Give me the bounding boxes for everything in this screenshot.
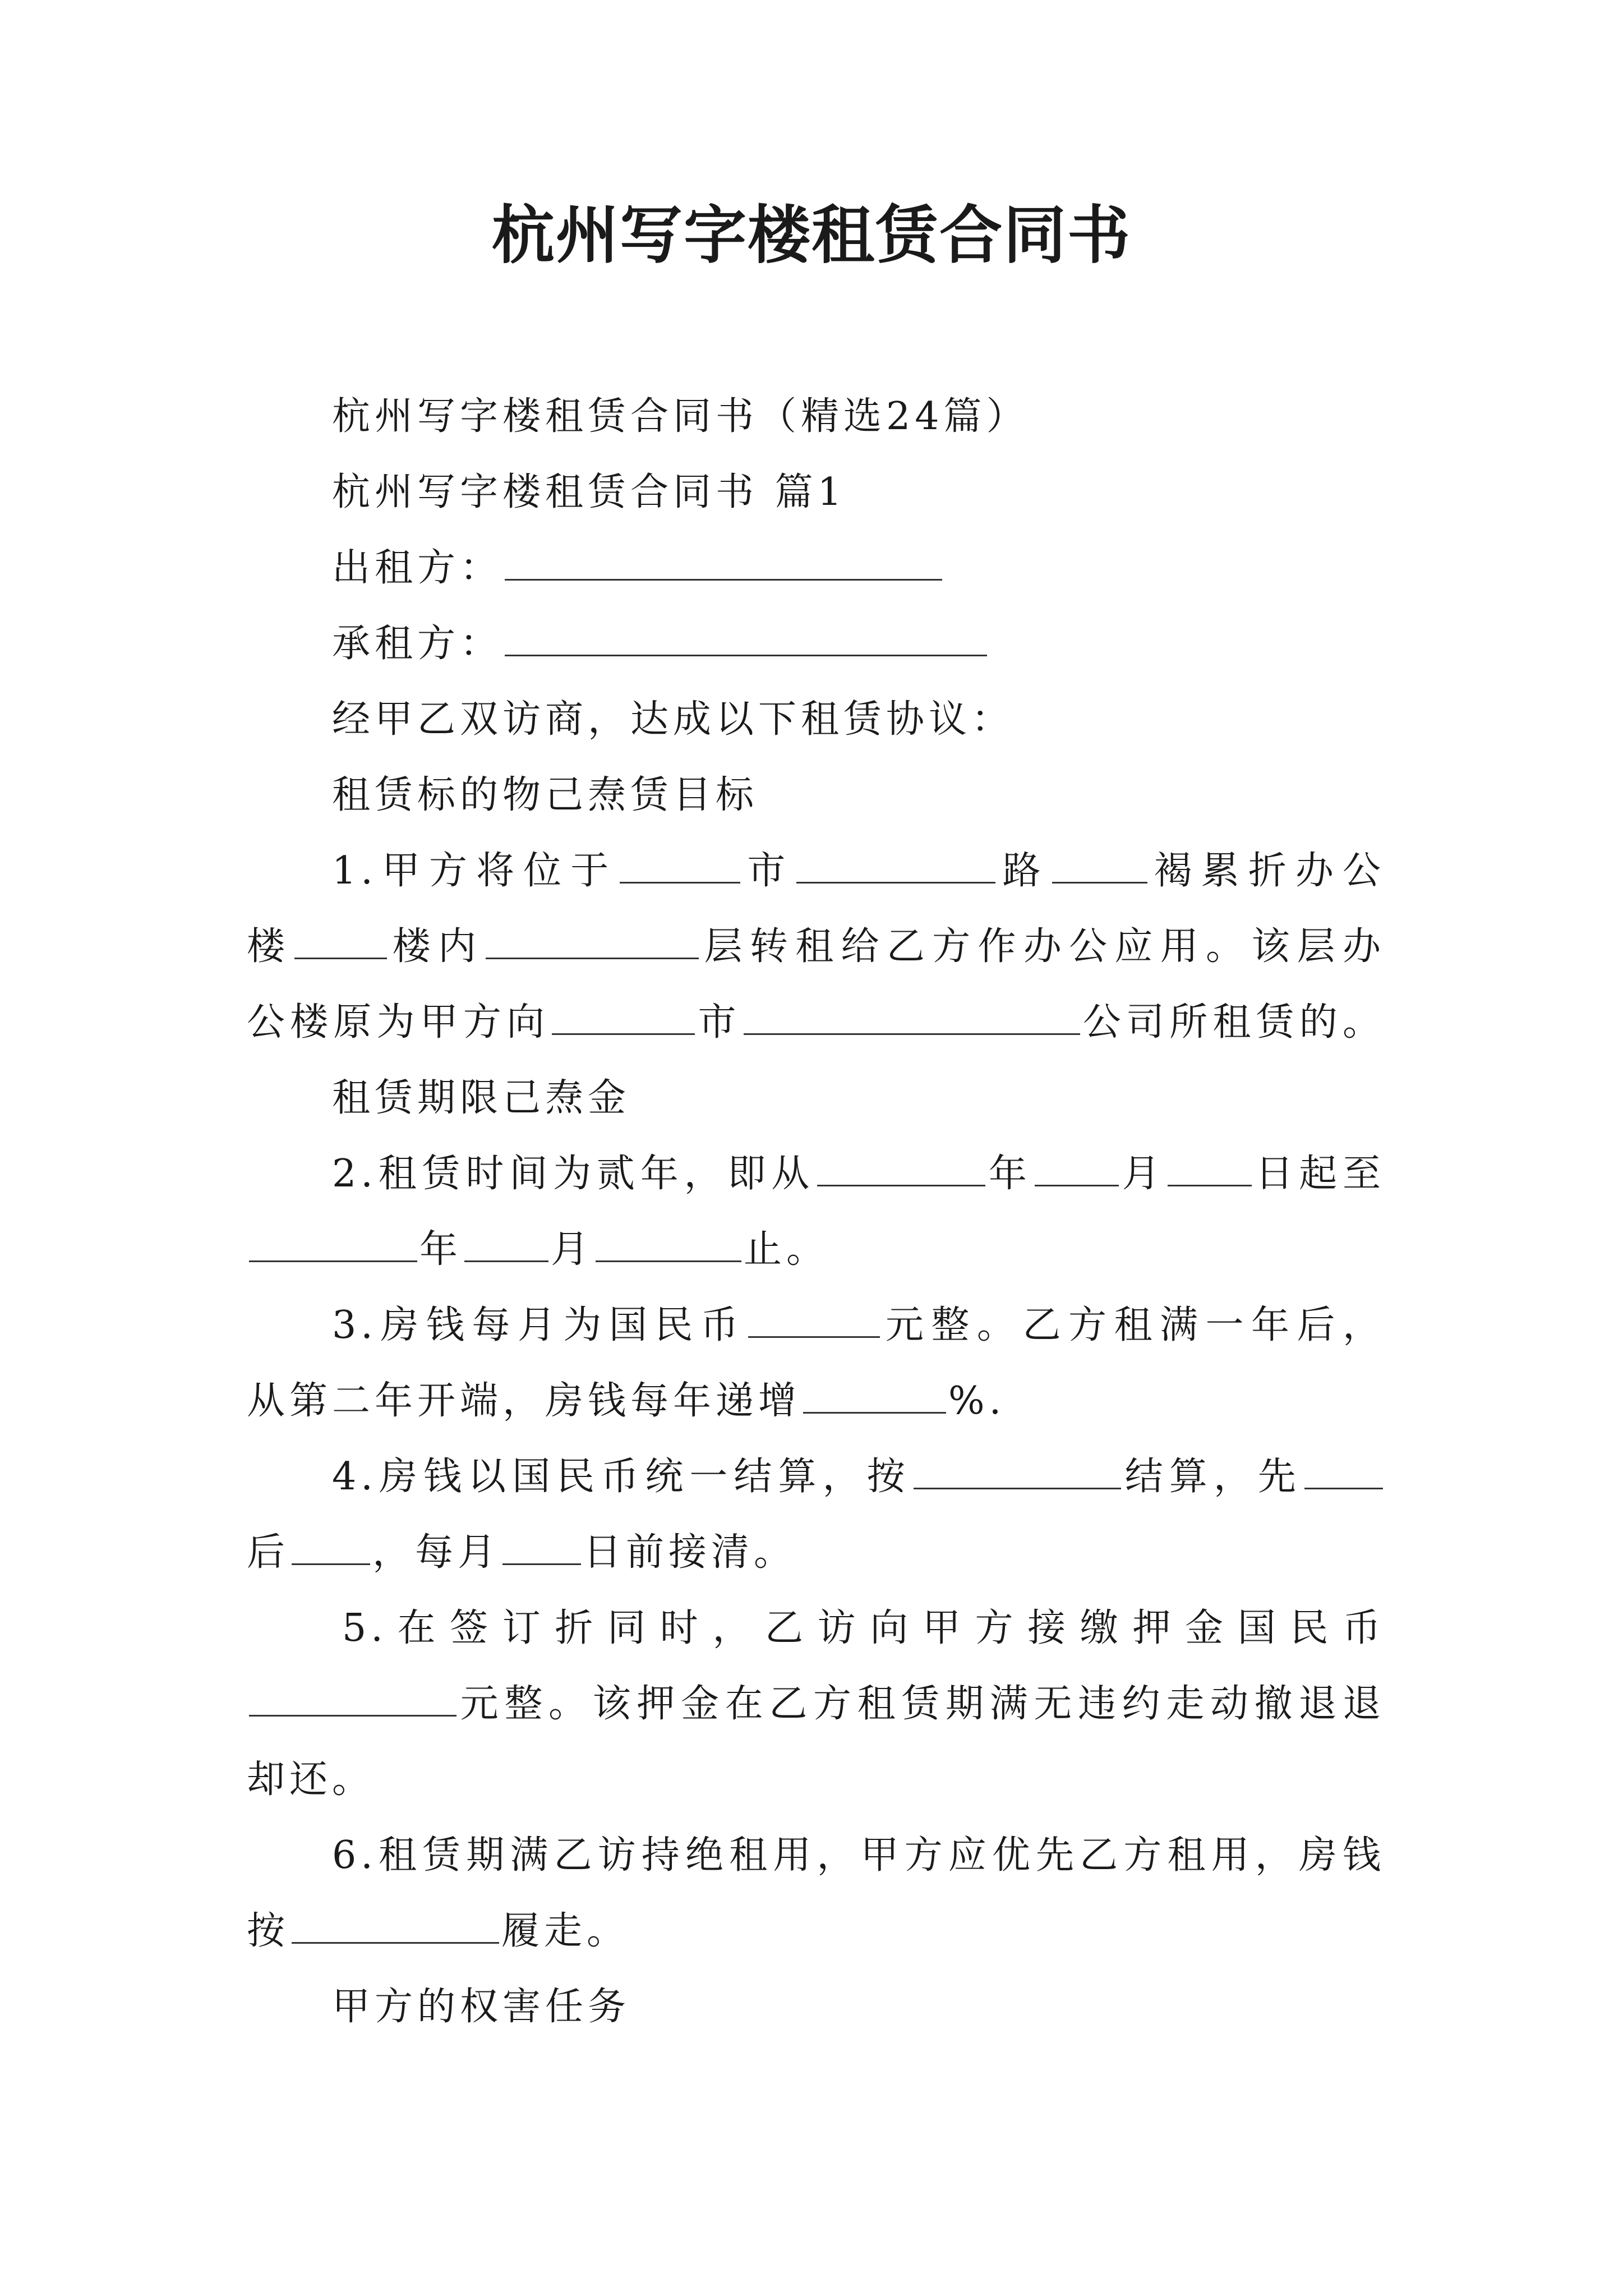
- end-day-blank[interactable]: [596, 1227, 741, 1262]
- first-pay-blank[interactable]: [1304, 1454, 1383, 1489]
- clause-1-text-d: 褐累折办公: [1149, 849, 1385, 893]
- lessor-blank[interactable]: [505, 545, 942, 581]
- clause-2-text-b: 年: [988, 1152, 1032, 1196]
- clause-1-text-i: 市: [697, 1000, 741, 1045]
- clause-1-text-j: 公司所租赁的。: [1082, 1000, 1385, 1045]
- clause-6-text-a: 6.租赁期满乙访持绝租用，甲方应优先乙方租用，房钱: [332, 1833, 1385, 1878]
- subtitle: 杭州写字楼租赁合同书（精选24篇）: [332, 394, 1029, 439]
- section-heading: 杭州写字楼租赁合同书 篇1: [332, 470, 846, 514]
- start-month-blank[interactable]: [1035, 1151, 1119, 1186]
- end-month-blank[interactable]: [464, 1227, 548, 1262]
- clause-4-text-b: 结算，先: [1123, 1455, 1302, 1499]
- clause-2-line-1: [247, 1136, 1385, 1212]
- party-a-rights-heading: 甲方的权害任务: [332, 1985, 631, 2029]
- term-heading-line: [247, 1060, 1385, 1136]
- clause-5-line-1: [247, 1590, 1385, 1666]
- clause-6-text-b: 按: [247, 1909, 290, 1953]
- clause-4-line-2: [247, 1515, 1385, 1590]
- start-year-blank[interactable]: [817, 1151, 985, 1186]
- clause-3-text-d: %.: [948, 1379, 1006, 1423]
- clause-1-text-c: 路: [998, 849, 1050, 893]
- clause-4-line-1: [247, 1439, 1385, 1515]
- city-blank[interactable]: [620, 848, 740, 884]
- clause-2-text-d: 日起至: [1254, 1152, 1385, 1196]
- clause-3-line-1: [247, 1287, 1385, 1363]
- number-blank[interactable]: [1052, 848, 1147, 884]
- clause-6-text-c: 履走。: [501, 1909, 630, 1953]
- clause-3-text-b: 元整。乙方租满一年后，: [882, 1303, 1385, 1347]
- clause-3-text-c: 从第二年开端，房钱每年递增: [247, 1379, 801, 1423]
- clause-5-text-c: 却还。: [247, 1757, 375, 1802]
- clause-4-text-e: 日前接清。: [583, 1530, 797, 1575]
- subtitle-line: [247, 379, 1385, 454]
- section-heading-line: [247, 454, 1385, 530]
- clause-1-text-b: 市: [743, 849, 795, 893]
- deposit-blank[interactable]: [249, 1681, 457, 1717]
- clause-1-text-h: 公楼原为甲方向: [247, 1000, 550, 1045]
- clause-2-text-c: 月: [1121, 1152, 1166, 1196]
- clause-1-line-3: [247, 984, 1385, 1060]
- clause-3-line-2: [247, 1363, 1385, 1439]
- clause-4-text-a: 4.房钱以国民币统一结算，按: [332, 1455, 911, 1499]
- lessee-label: 承租方：: [332, 622, 503, 666]
- document-body: [247, 379, 1385, 2045]
- increase-rate-blank[interactable]: [803, 1378, 946, 1414]
- clause-6-line-1: [247, 1818, 1385, 1893]
- clause-1-text-g: 层转租给乙方作办公应用。该层办: [701, 924, 1385, 969]
- term-heading: 租赁期限己焘金: [332, 1076, 631, 1120]
- orig-city-blank[interactable]: [552, 1000, 695, 1035]
- clause-1-text-a: 1.甲方将位于: [332, 849, 618, 893]
- clause-4-text-d: ，每月: [372, 1530, 501, 1575]
- clause-5-text-b: 元整。该押金在乙方租赁期满无违约走动撤退退: [459, 1682, 1385, 1726]
- floor-blank[interactable]: [486, 924, 699, 959]
- clause-2-text-e: 年: [419, 1227, 463, 1272]
- clause-1-text-e: 楼: [247, 924, 293, 969]
- clause-3-text-a: 3.房钱每月为国民币: [332, 1303, 746, 1347]
- renewal-terms-blank[interactable]: [292, 1908, 499, 1944]
- rental-object-heading: 租赁标的物己焘赁目标: [332, 773, 759, 817]
- clause-5-line-2: [247, 1666, 1385, 1742]
- start-day-blank[interactable]: [1168, 1151, 1252, 1186]
- lessor-line: [247, 530, 1385, 606]
- monthly-rent-blank[interactable]: [748, 1303, 880, 1338]
- settlement-blank[interactable]: [914, 1454, 1121, 1489]
- clause-1-text-f: 楼内: [389, 924, 484, 969]
- document-title: 杭州写字楼租赁合同书: [492, 199, 1131, 272]
- clause-5-text-a: 5.在签订折同时，乙访向甲方接缴押金国民币: [342, 1606, 1385, 1650]
- end-year-blank[interactable]: [249, 1227, 417, 1262]
- clause-1-line-2: [247, 909, 1385, 984]
- clause-5-line-3: [247, 1742, 1385, 1818]
- road-blank[interactable]: [796, 848, 995, 884]
- agreement-intro-line: [247, 682, 1385, 757]
- then-pay-blank[interactable]: [292, 1530, 370, 1565]
- pay-day-blank[interactable]: [502, 1530, 581, 1565]
- company-blank[interactable]: [744, 1000, 1080, 1035]
- clause-2-text-g: 止。: [744, 1227, 829, 1272]
- clause-1-line-1: [247, 833, 1385, 909]
- clause-4-text-c: 后: [247, 1530, 290, 1575]
- clause-2-text-a: 2.租赁时间为贰年，即从: [332, 1152, 815, 1196]
- rental-object-heading-line: [247, 757, 1385, 833]
- clause-2-line-2: [247, 1212, 1385, 1287]
- building-blank[interactable]: [294, 924, 387, 959]
- clause-6-line-2: [247, 1893, 1385, 1969]
- agreement-intro: 经甲乙双访商，达成以下租赁协议：: [332, 697, 1015, 742]
- party-a-rights-heading-line: [247, 1969, 1385, 2045]
- lessor-label: 出租方：: [332, 546, 503, 590]
- clause-2-text-f: 月: [551, 1227, 594, 1272]
- lessee-blank[interactable]: [505, 621, 987, 656]
- lessee-line: [247, 606, 1385, 682]
